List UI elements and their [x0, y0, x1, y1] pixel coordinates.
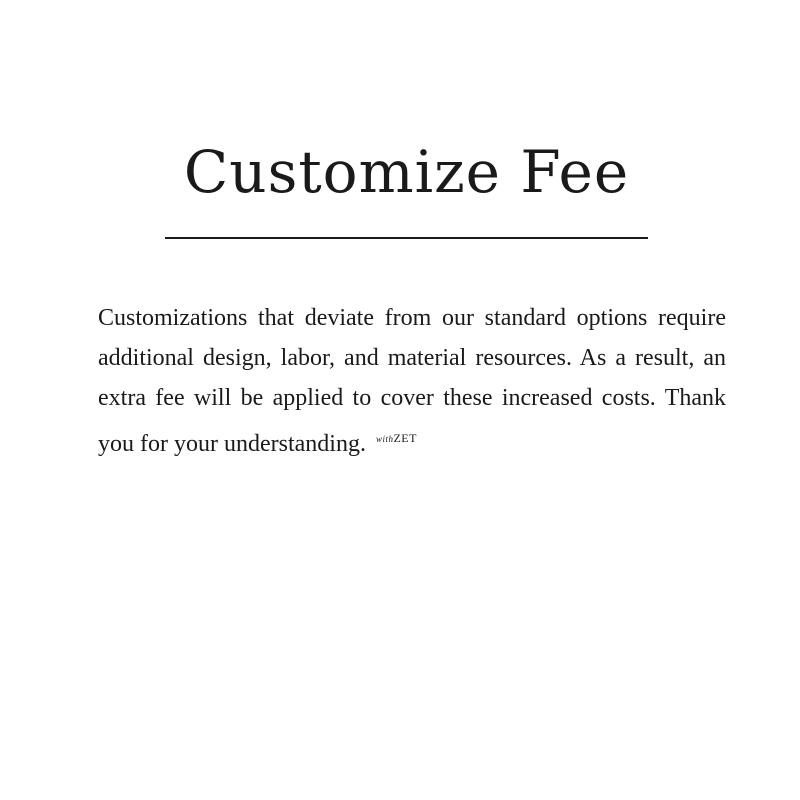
signature-name: ZET: [393, 431, 417, 445]
fee-description: [98, 298, 726, 464]
brand-signature: [376, 431, 417, 445]
fee-description-text: Customizations that deviate from our standard options require additional design, labor, and material resources. As a result, an extra fee will be applied to cover these increased costs. Thank you for your understanding.: [98, 305, 726, 457]
title-underline-divider: [165, 237, 648, 239]
signature-prefix: with: [375, 434, 394, 444]
page-title: Customize Fee: [183, 138, 630, 206]
